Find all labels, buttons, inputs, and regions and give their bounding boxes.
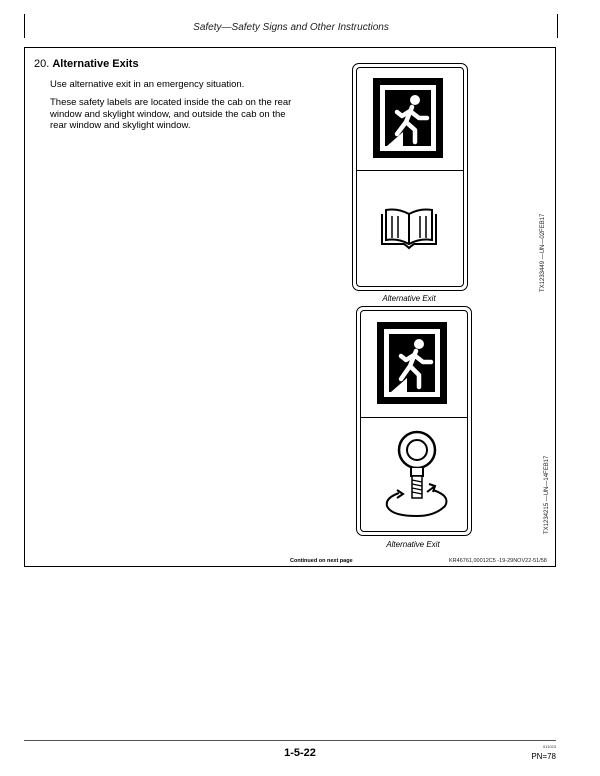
document-reference: KR46761,00012C5 -19-29NOV22-51/58 <box>449 558 547 564</box>
emergency-exit-running-man-icon <box>377 322 447 404</box>
figure-caption-2: Alternative Exit <box>386 540 440 549</box>
section-number: 20. <box>34 58 50 70</box>
footer-rule <box>24 740 556 741</box>
figure-code-2: TX1234215 —UN—14FEB17 <box>544 455 550 534</box>
continued-note: Continued on next page <box>290 558 353 564</box>
eye-bolt-rotate-icon <box>383 428 455 520</box>
section-title: Alternative Exits <box>52 58 139 70</box>
section-paragraph-2: These safety labels are located inside the cab on the rear window and skylight window, and outside the cab on the rear window and skylight window. <box>50 97 292 131</box>
operator-manual-book-icon <box>378 206 440 252</box>
section-paragraph-1: Use alternative exit in an emergency situation. <box>50 79 245 90</box>
figure-caption-1: Alternative Exit <box>382 294 436 303</box>
header-title: Safety—Safety Signs and Other Instructions <box>193 22 389 33</box>
section-heading <box>34 58 139 70</box>
page-header <box>24 14 558 38</box>
safety-label-1-divider <box>357 170 463 171</box>
emergency-exit-running-man-icon <box>373 78 443 158</box>
figure-code-1: TX1233449 —UN—02FEB17 <box>540 213 546 292</box>
page-number: 1-5-22 <box>284 747 316 759</box>
footer-pn: PN=78 <box>531 752 556 761</box>
footer-small-code: 011023 <box>542 744 556 749</box>
safety-label-2-divider <box>361 417 467 418</box>
